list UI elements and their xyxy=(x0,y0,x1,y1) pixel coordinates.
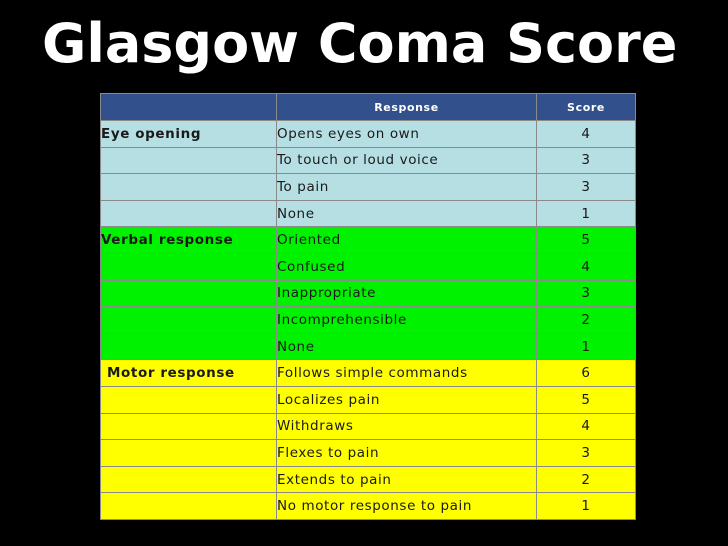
category-cell xyxy=(101,386,277,413)
table-row xyxy=(101,493,636,520)
score-cell: 3 xyxy=(537,174,636,201)
table-row xyxy=(101,413,636,440)
category-cell xyxy=(101,493,277,520)
response-cell: Opens eyes on own xyxy=(277,121,537,148)
table-header-row xyxy=(101,94,636,121)
table-row xyxy=(101,280,636,307)
response-cell: Incomprehensible xyxy=(277,307,537,334)
response-cell: Localizes pain xyxy=(277,386,537,413)
score-column-header: Score xyxy=(537,94,636,121)
category-cell xyxy=(101,307,277,334)
category-cell-verbal-response: Verbal response xyxy=(101,227,277,254)
score-cell: 5 xyxy=(537,386,636,413)
category-cell xyxy=(101,440,277,467)
score-cell: 4 xyxy=(537,253,636,280)
response-cell: None xyxy=(277,200,537,227)
table-row xyxy=(101,200,636,227)
table-row xyxy=(101,440,636,467)
table-row xyxy=(101,121,636,148)
table-row xyxy=(101,227,636,254)
score-cell: 2 xyxy=(537,307,636,334)
category-column-header xyxy=(101,94,277,121)
score-cell: 4 xyxy=(537,121,636,148)
table-row xyxy=(101,307,636,334)
score-cell: 3 xyxy=(537,147,636,174)
response-cell: None xyxy=(277,333,537,360)
response-cell: No motor response to pain xyxy=(277,493,537,520)
response-cell: Extends to pain xyxy=(277,466,537,493)
score-cell: 4 xyxy=(537,413,636,440)
score-cell: 3 xyxy=(537,280,636,307)
page-title: Glasgow Coma Score xyxy=(42,12,678,75)
category-cell xyxy=(101,333,277,360)
score-cell: 1 xyxy=(537,493,636,520)
score-cell: 1 xyxy=(537,200,636,227)
score-cell: 1 xyxy=(537,333,636,360)
table-row xyxy=(101,466,636,493)
response-cell: Oriented xyxy=(277,227,537,254)
response-cell: Inappropriate xyxy=(277,280,537,307)
score-cell: 3 xyxy=(537,440,636,467)
response-cell: Follows simple commands xyxy=(277,360,537,387)
category-cell xyxy=(101,253,277,280)
table-row xyxy=(101,333,636,360)
table-row xyxy=(101,253,636,280)
response-cell: To touch or loud voice xyxy=(277,147,537,174)
category-cell xyxy=(101,147,277,174)
glasgow-coma-score-table xyxy=(100,93,636,520)
score-cell: 2 xyxy=(537,466,636,493)
category-cell xyxy=(101,280,277,307)
table-row xyxy=(101,174,636,201)
category-cell-motor-response: Motor response xyxy=(101,360,277,387)
response-cell: Flexes to pain xyxy=(277,440,537,467)
table-row xyxy=(101,360,636,387)
response-column-header: Response xyxy=(277,94,537,121)
score-cell: 5 xyxy=(537,227,636,254)
category-cell xyxy=(101,466,277,493)
response-cell: Withdraws xyxy=(277,413,537,440)
response-cell: Confused xyxy=(277,253,537,280)
category-cell xyxy=(101,174,277,201)
category-cell xyxy=(101,200,277,227)
table-row xyxy=(101,386,636,413)
table-row xyxy=(101,147,636,174)
category-cell-eye-opening: Eye opening xyxy=(101,121,277,148)
response-cell: To pain xyxy=(277,174,537,201)
category-cell xyxy=(101,413,277,440)
score-cell: 6 xyxy=(537,360,636,387)
